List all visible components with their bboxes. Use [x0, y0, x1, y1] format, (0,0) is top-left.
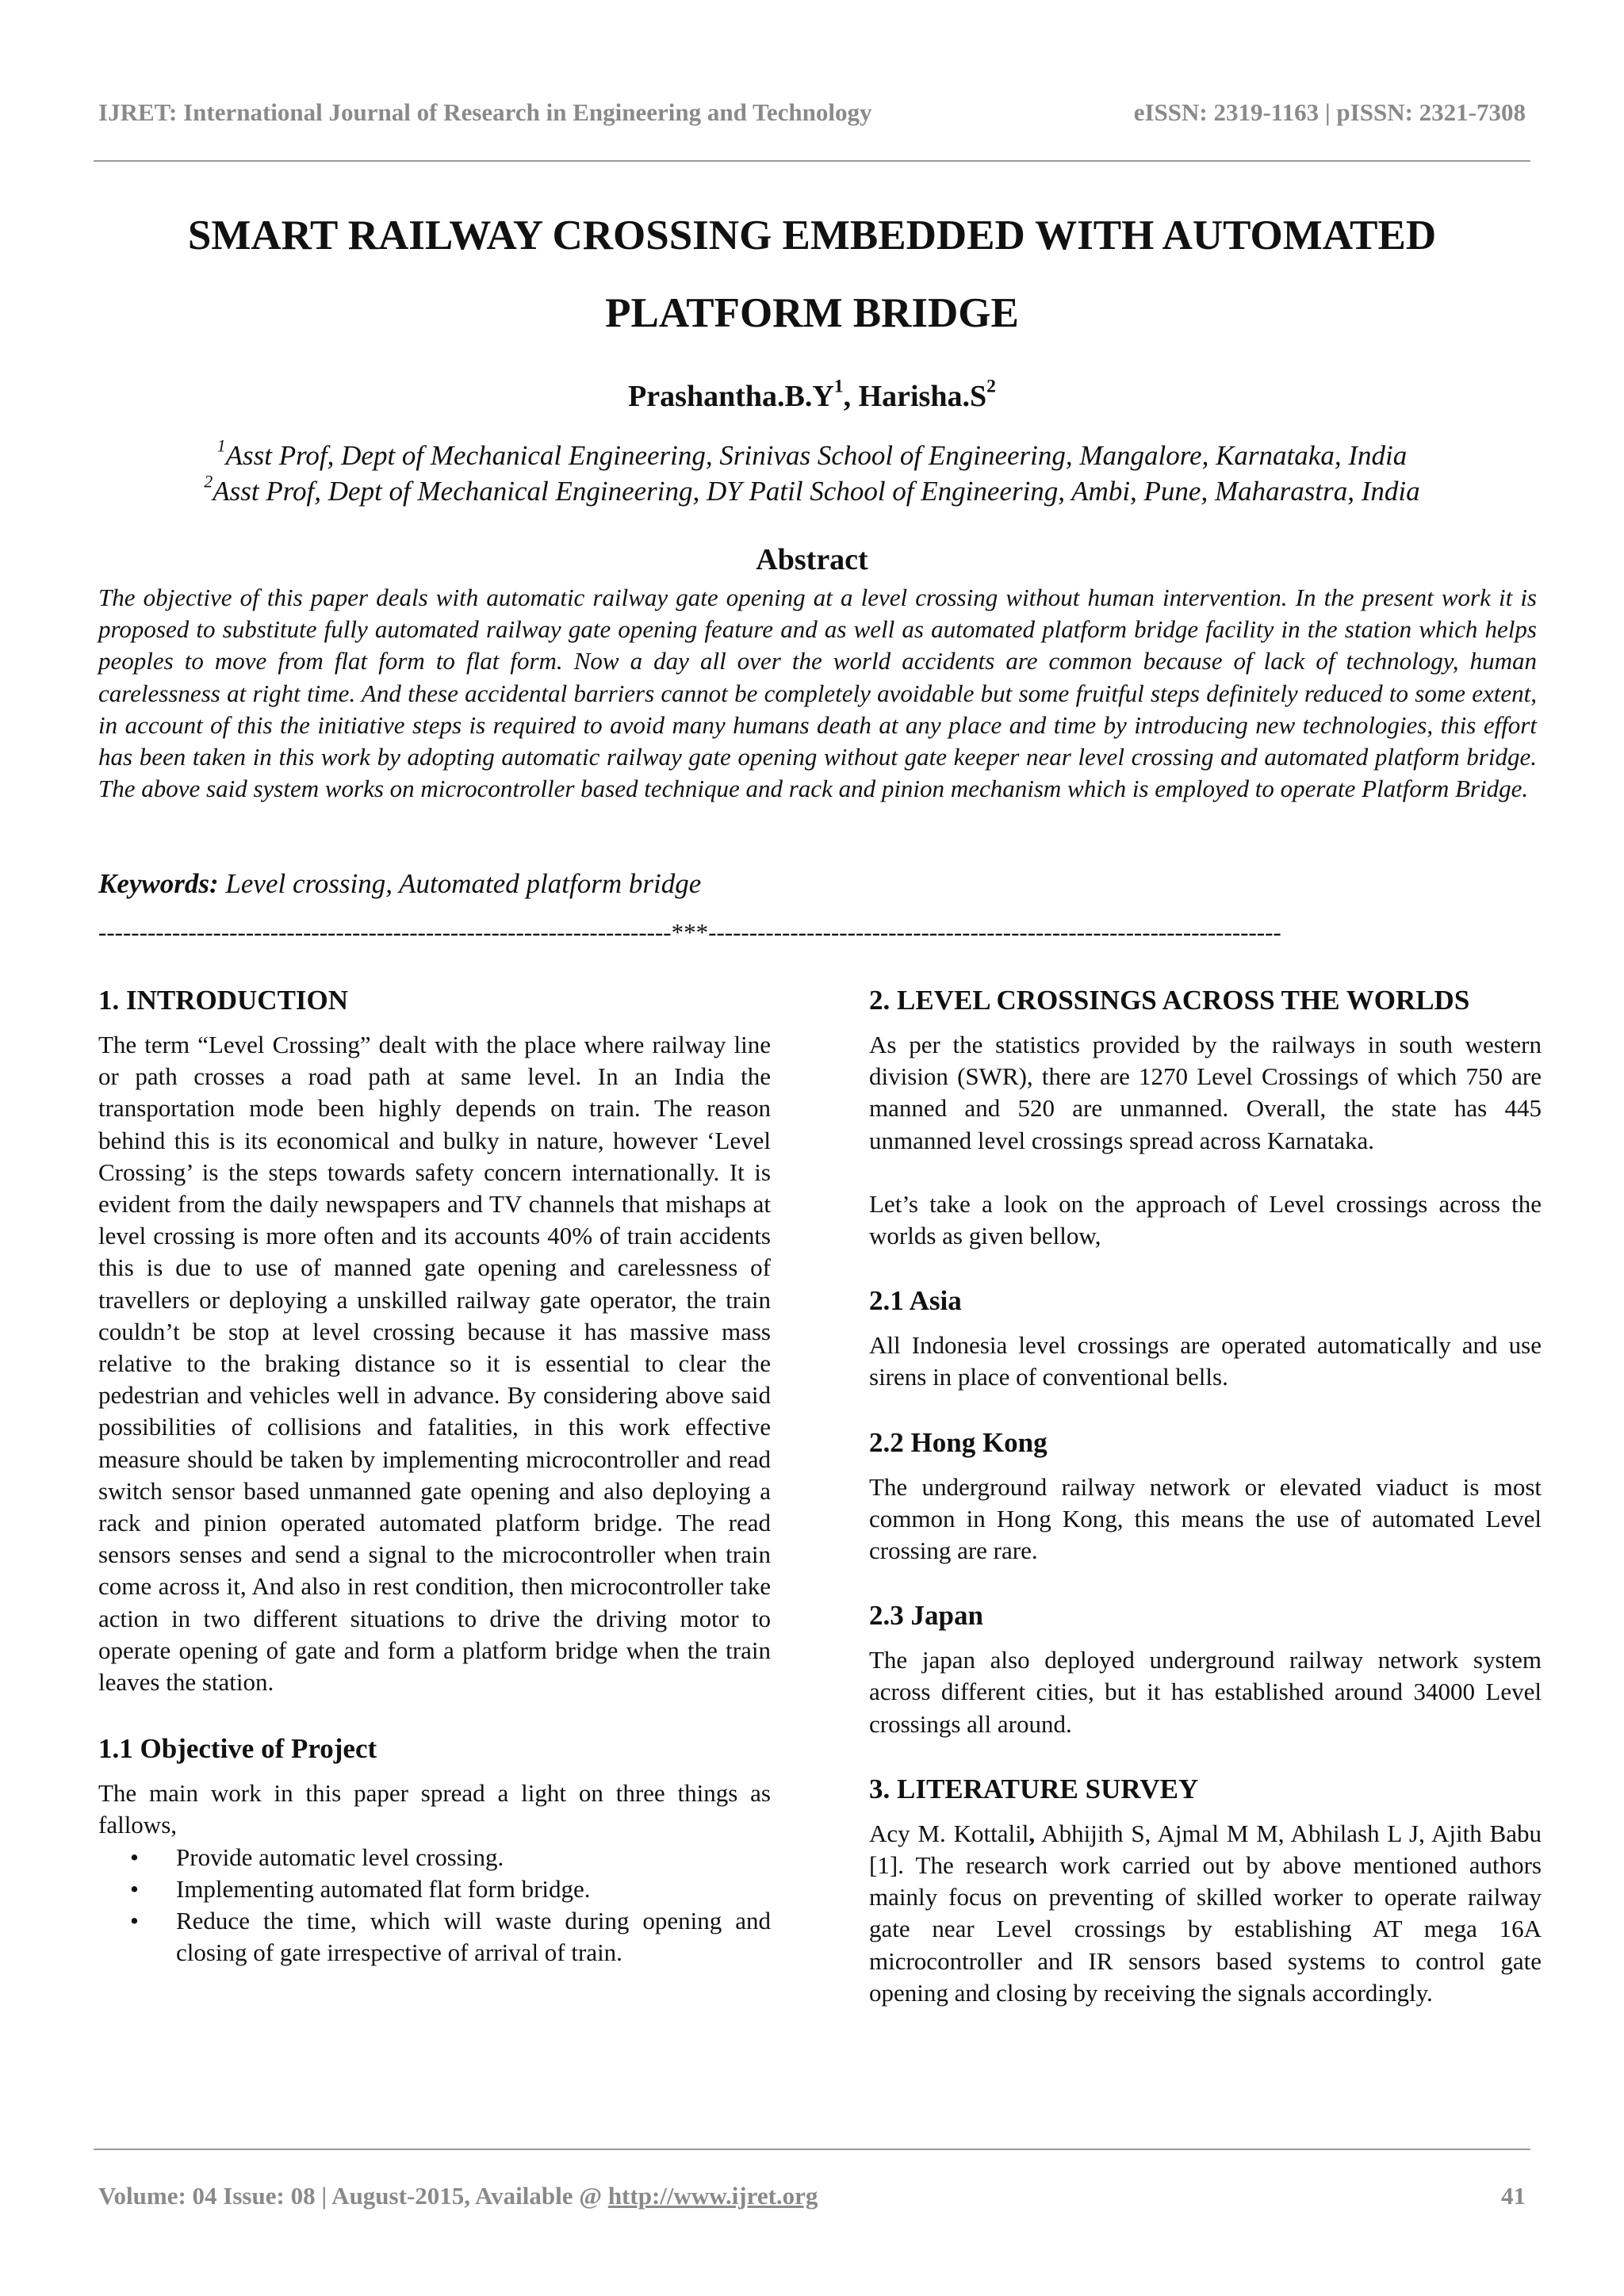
journal-link[interactable]: http://www.ijret.org — [607, 2182, 818, 2210]
keywords — [98, 868, 1526, 900]
page-number: 41 — [1501, 2182, 1526, 2210]
left-column — [98, 983, 771, 1969]
literature-authors: Acy M. Kottalil — [869, 1819, 1029, 1847]
paper-title — [98, 197, 1526, 352]
header-rule — [94, 160, 1530, 162]
abstract-text: The objective of this paper deals with automatic railway gate opening at a level crossing without human intervention. In the present work it is proposed to substitute fully automated railway gate opening feature and as well as automated platform bridge facility in the station which helps peoples to move from flat form to flat form. Now a day all over the world accidents are common because of lack of technology, human carelessness at right time. And these accidental barriers cannot be completely avoidable but some fruitful steps definitely reduced to some extent, in account of this the initiative steps is required to avoid many humans death at any place and time by introducing new technologies, this effort has been taken in this work by adopting automatic railway gate opening without gate keeper near level crossing and automated platform bridge. The above said system works on microcontroller based technique and rack and pinion mechanism which is employed to operate Platform Bridge. — [98, 584, 1537, 803]
level-crossings-text-2: Let’s take a look on the approach of Level crossings across the worlds as given bellow, — [869, 1189, 1542, 1250]
literature-survey-heading: 3. LITERATURE SURVEY — [869, 1773, 1199, 1804]
list-item: • Reduce the time, which will waste during opening and closing of gate irrespective of arrival of train. — [98, 1905, 771, 1969]
journal-name: IJRET: International Journal of Research in Engineering and Technology — [98, 98, 872, 126]
keywords-label: Keywords: — [98, 868, 219, 899]
affiliation-2 — [98, 473, 1526, 509]
objective-text: The main work in this paper spread a light on three things as fallows, — [98, 1779, 771, 1839]
asia-text: All Indonesia level crossings are operated automatically and use sirens in place of conventional bells. — [869, 1331, 1542, 1391]
keywords-text: Level crossing, Automated platform bridge — [218, 868, 702, 899]
asia-heading: 2.1 Asia — [869, 1285, 962, 1317]
hong-kong-heading: 2.2 Hong Kong — [869, 1426, 1048, 1458]
author-2-name: Harisha.S — [858, 380, 987, 413]
section-separator: ----------------------------------------------------------------------***---------------------------------------------------------------------- — [98, 918, 1281, 946]
abstract-heading: Abstract — [756, 543, 868, 576]
author-1-name: Prashantha.B.Y — [628, 380, 834, 413]
affiliations — [98, 438, 1526, 509]
right-column — [869, 983, 1542, 2009]
title-line-2: PLATFORM BRIDGE — [605, 290, 1019, 336]
list-item: • Implementing automated flat form bridge. — [98, 1873, 771, 1905]
author-2-mark: 2 — [986, 376, 996, 397]
authors — [98, 376, 1526, 414]
footer-volume — [98, 2182, 818, 2210]
hong-kong-text: The underground railway network or elevated viaduct is most common in Hong Kong, this means the use of automated Level crossing are rare. — [869, 1472, 1542, 1565]
author-1-mark: 1 — [833, 376, 844, 397]
footer-rule — [94, 2149, 1530, 2150]
list-item: • Provide automatic level crossing. — [98, 1842, 771, 1873]
objective-list — [98, 1842, 771, 1969]
japan-text: The japan also deployed underground railway network system across different cities, but it has established around 34000 Level crossings all around. — [869, 1646, 1542, 1738]
footer-volume-text: Volume: 04 Issue: 08 | August-2015, Available @ — [98, 2182, 608, 2210]
literature-comma: , — [1028, 1819, 1036, 1847]
affiliation-1-mark: 1 — [216, 436, 226, 456]
japan-heading: 2.3 Japan — [869, 1600, 983, 1632]
introduction-text: The term “Level Crossing” dealt with the place where railway line or path crosses a road path at same level. In an India the transportation mode been highly depends on train. The reason behind this is its economical and bulky in nature, however ‘Level Crossing’ is the steps towards safety concern internationally. It is evident from the daily newspapers and TV channels that mishaps at level crossing is more often and its accounts 40% of train accidents this is due to use of manned gate opening and carelessness of travellers or deploying a unskilled railway gate operator, the train couldn’t be stop at level crossing because it has massive mass relative to the braking distance so it is essential to clear the pedestrian and vehicles well in advance. By considering above said possibilities of collisions and fatalities, in this work effective measure should be taken by implementing microcontroller and read switch sensor based unmanned gate opening and also deploying a rack and pinion operated automated platform bridge. The read sensors senses and send a signal to the microcontroller when train come across it, And also in rest condition, then microcontroller take action in two different situations to drive the driving motor to operate opening of gate and form a platform bridge when the train leaves the station. — [98, 1031, 771, 1697]
affiliation-2-mark: 2 — [204, 472, 213, 492]
author-separator: , — [843, 380, 859, 413]
introduction-heading: 1. INTRODUCTION — [98, 985, 349, 1016]
affiliation-1 — [98, 438, 1526, 473]
objective-heading: 1.1 Objective of Project — [98, 1733, 377, 1765]
literature-text: Abhijith S, Ajmal M M, Abhilash L J, Ajith Babu [1]. The research work carried out by above mentioned authors mainly focus on preventing of skilled worker to operate railway gate near Level crossings by establishing AT mega 16A microcontroller and IR sensors based systems to control gate opening and closing by receiving the signals accordingly. — [869, 1819, 1542, 2007]
issn: eISSN: 2319-1163 | pISSN: 2321-7308 — [1133, 98, 1526, 126]
title-line-1: SMART RAILWAY CROSSING EMBEDDED WITH AUTOMATED — [187, 212, 1437, 258]
affiliation-1-text: Asst Prof, Dept of Mechanical Engineering, Srinivas School of Engineering, Mangalore, Karnataka, India — [225, 440, 1408, 471]
running-header — [98, 98, 1526, 127]
level-crossings-text-1: As per the statistics provided by the railways in south western division (SWR), there are 1270 Level Crossings of which 750 are manned and 520 are unmanned. Overall, the state has 445 unmanned level crossings spread across Karnataka. — [869, 1031, 1542, 1154]
literature-survey-text — [869, 1818, 1542, 2009]
level-crossings-heading: 2. LEVEL CROSSINGS ACROSS THE WORLDS — [869, 985, 1470, 1016]
running-footer — [98, 2182, 1526, 2210]
affiliation-2-text: Asst Prof, Dept of Mechanical Engineering, DY Patil School of Engineering, Ambi, Pune, Maharastra, India — [213, 476, 1420, 507]
